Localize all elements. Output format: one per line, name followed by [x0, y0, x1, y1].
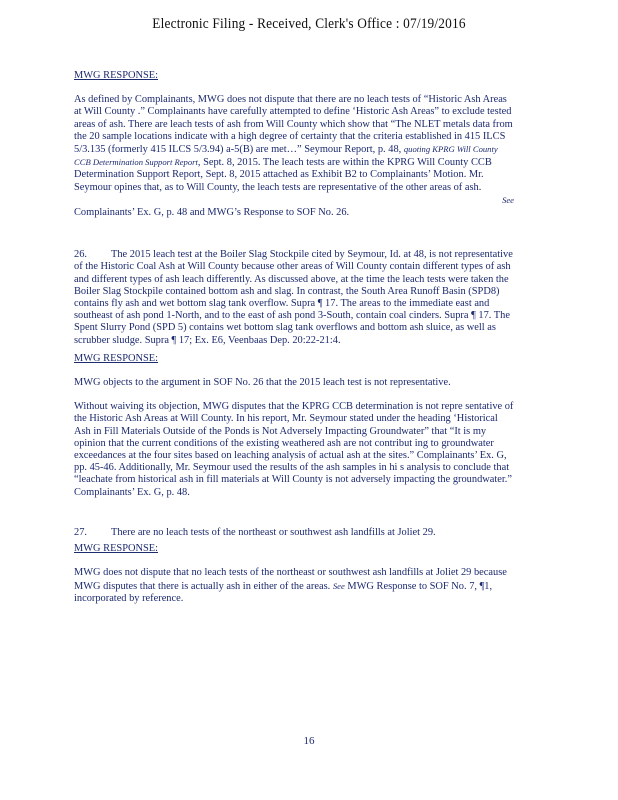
- response-label: MWG RESPONSE:: [74, 543, 159, 555]
- filing-stamp-header: Electronic Filing - Received, Clerk's Office : 07/19/2016: [152, 16, 466, 32]
- response-label: MWG RESPONSE:: [74, 352, 159, 364]
- quoting-citation: quoting KPRG Will County CCB Determination Support Report: [74, 144, 498, 168]
- response-label: MWG RESPONSE:: [74, 70, 159, 81]
- see-citation: See: [332, 580, 345, 591]
- numbered-fact-27: 27. There are no leach tests of the northeast or southwest ash landfills at Joliet 29.: [74, 526, 436, 538]
- response-paragraph: Without waiving its objection, MWG disputes that the KPRG CCB determination is not repre sentative of the Historic Ash Areas at Will County. In his report, Mr. Seymour stated under the heading ‘Historical Ash in Fill Materials Outside of the Ponds is Not Adversely Impacting Groundwater” that “It is my opinion that the current conditions of the existing weathered ash are not contribut ing to groundwater exceedances at the four sites based on leaching analysis of actual ash at the sites.” Complainants’ Ex. G, pp. 45-46. Additionally, Mr. Seymour used the results of the ash samples in hi s analysis to conclude that “leachate from historical ash in fill materials at Will County is not adversely impacting the groundwater.” Complainants’ Ex. G, p. 48.: [74, 401, 514, 498]
- response-paragraph: MWG objects to the argument in SOF No. 26 that the 2015 leach test is not representative.: [74, 377, 451, 389]
- response-paragraph: As defined by Complainants, MWG does not dispute that there are no leach tests of “Historic Ash Areas at Will County .” Complainants have carefully attempted to define ‘Historic Ash Areas” to exclude tested areas of ash. There are leach tests of ash from Will County which show that “The NLET metals data from the 20 sample locations indicate with a high degree of certainty that the criteria established in 415 ILCS 5/3.135 (formerly 415 ILCS 5/3.94) a-5(B) are met…” Seymour Report, p. 48, quoting KPRG Will County CCB Determination Support Report, Sept. 8, 2015. The leach tests are within the KPRG Will County CCB Determination Support Report, Sept. 8, 2015 attached as Exhibit B2 to Complainants’ Motion. Mr. Seymour opines that, as to Will County, the leach tests are representative of the other areas of ash. See Complainants’ Ex. G, p. 48 and MWG’s Response to SOF No. 26.: [74, 94, 514, 219]
- numbered-fact-26: 26. The 2015 leach test at the Boiler Slag Stockpile cited by Seymour, Id. at 48, is not representative of the Historic Coal Ash at Will County because other areas of Will County contain different types of ash and different types of ash leach differently. As discussed above, at the time the leach tests were taken the Boiler Slag Stockpile contained bottom ash and slag. In contrast, the South Area Runoff Basin (SPD8) contains fly ash and wet bottom slag tank overflow. Supra ¶ 17. The areas to the immediate east and southeast of ash pond 1-North, and to the east of ash pond 3-South, contain coal cinders. Supra ¶ 17. The Spent Slurry Pond (SPD 5) contains wet bottom slag tank overflows and bottom ash sluice, as well as scrubber sludge. Supra ¶ 17; Ex. E6, Veenbaas Dep. 20:22-21:4.: [74, 249, 513, 346]
- see-citation: See: [502, 194, 514, 205]
- item-number: 27.: [74, 526, 87, 538]
- document-body: [74, 70, 514, 605]
- item-number: 26.: [74, 249, 87, 261]
- page-number: 16: [303, 735, 315, 747]
- response-paragraph: MWG does not dispute that no leach tests of the northeast or southwest ash landfills at Joliet 29 because MWG disputes that there is actually ash in either of the areas. See MWG Response to SOF No. 7, ¶1, incorporated by reference.: [74, 567, 507, 604]
